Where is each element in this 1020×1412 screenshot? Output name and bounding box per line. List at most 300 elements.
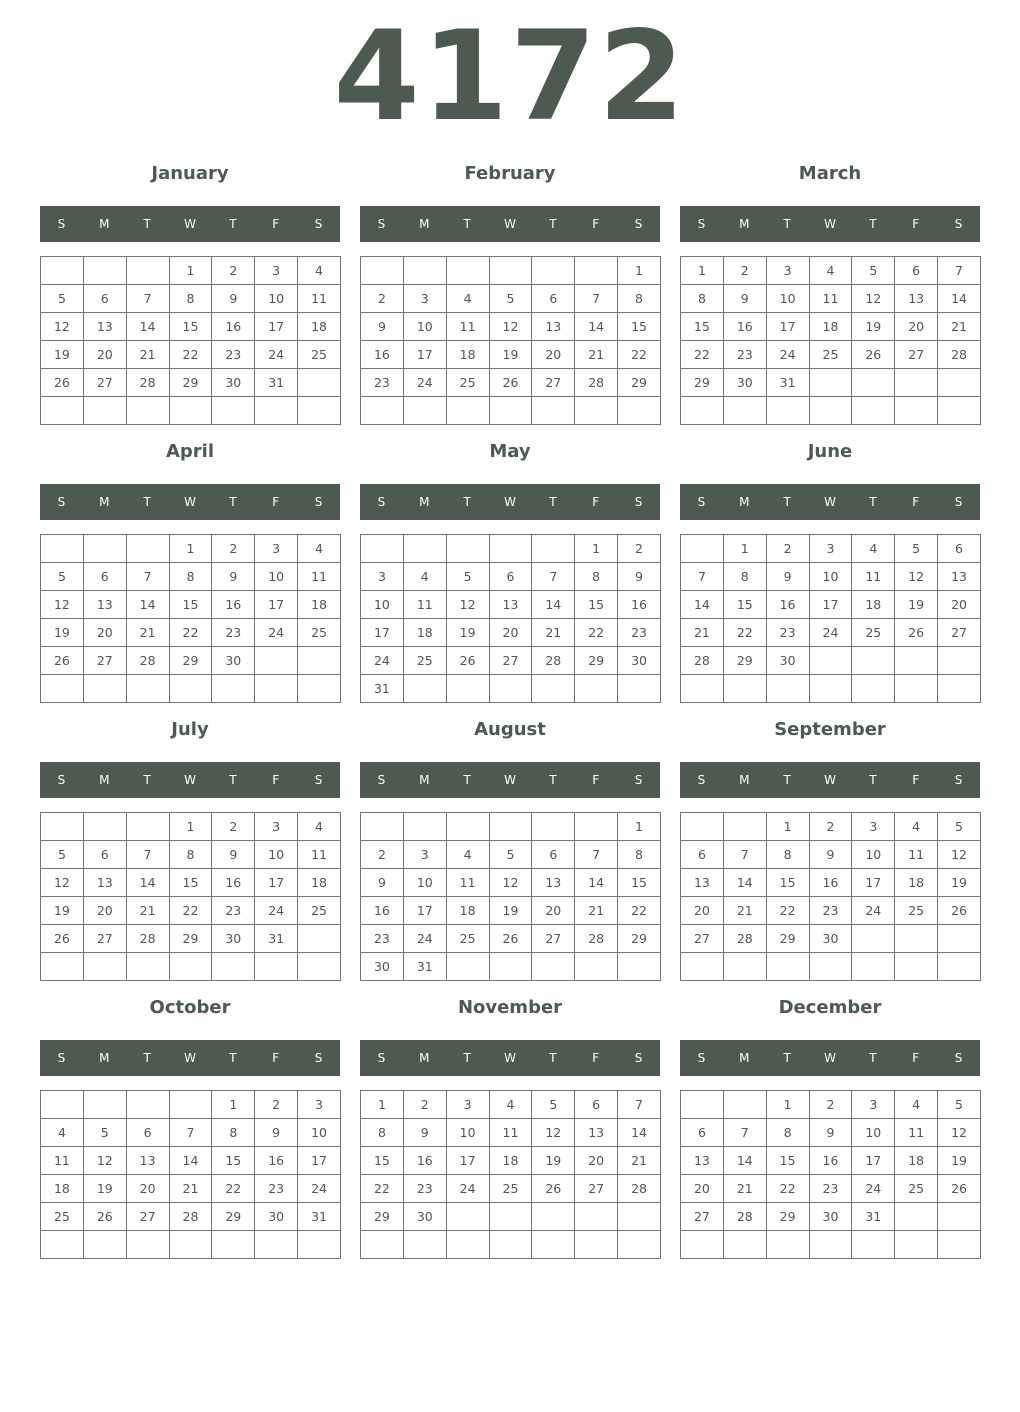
day-cell: 14 [618,1119,661,1147]
day-cell: 29 [618,369,661,397]
day-cell: 16 [361,341,404,369]
weekday-label: W [824,495,836,509]
day-cell: 15 [212,1147,255,1175]
weekday-label: T [869,217,877,231]
day-cell: 7 [575,285,618,313]
day-cell: 17 [852,869,895,897]
day-cell: 5 [41,841,84,869]
day-cell [809,647,852,675]
day-cell [618,1203,661,1231]
day-cell [895,397,938,425]
day-cell: 14 [532,591,575,619]
weekday-label: S [697,217,706,231]
weekday-label: M [419,1051,430,1065]
day-cell: 11 [41,1147,84,1175]
day-cell: 21 [126,619,169,647]
week-row [681,285,981,313]
day-cell: 19 [938,1147,981,1175]
day-cell: 13 [575,1119,618,1147]
day-cell [895,1231,938,1259]
day-cell [446,535,489,563]
day-cell: 5 [489,285,532,313]
day-cell: 19 [895,591,938,619]
day-cell: 12 [532,1119,575,1147]
day-cell: 11 [298,841,341,869]
day-grid [40,534,341,703]
day-cell: 20 [681,1175,724,1203]
day-cell: 14 [126,313,169,341]
day-cell: 31 [852,1203,895,1231]
week-row [41,675,341,703]
day-cell [938,1231,981,1259]
day-cell: 12 [489,313,532,341]
day-cell: 3 [403,841,446,869]
day-cell: 28 [169,1203,212,1231]
day-cell: 14 [575,869,618,897]
day-cell: 26 [938,897,981,925]
weekday-label: W [504,1051,516,1065]
day-cell: 23 [403,1175,446,1203]
day-cell [809,953,852,981]
day-cell: 30 [212,369,255,397]
week-row [41,897,341,925]
day-cell: 20 [681,897,724,925]
day-cell: 18 [895,869,938,897]
week-row [41,619,341,647]
day-cell [618,953,661,981]
day-cell: 5 [938,1091,981,1119]
day-cell: 13 [126,1147,169,1175]
day-cell: 3 [403,285,446,313]
day-cell: 21 [681,619,724,647]
day-cell [361,813,404,841]
day-cell: 6 [938,535,981,563]
day-cell: 3 [255,535,298,563]
week-row [681,675,981,703]
day-cell [126,397,169,425]
day-cell [489,1231,532,1259]
week-row [681,1119,981,1147]
day-cell: 21 [618,1147,661,1175]
day-cell: 5 [446,563,489,591]
week-row [361,257,661,285]
year-title: 4172 [333,5,687,149]
day-cell: 25 [446,925,489,953]
day-cell: 6 [489,563,532,591]
day-cell [83,1231,126,1259]
day-cell: 26 [852,341,895,369]
weekday-label: M [99,1051,110,1065]
day-cell: 8 [169,563,212,591]
day-cell: 7 [723,1119,766,1147]
day-cell: 12 [489,869,532,897]
day-cell: 9 [723,285,766,313]
day-cell: 27 [681,1203,724,1231]
day-cell: 23 [809,1175,852,1203]
day-cell [895,925,938,953]
day-cell: 24 [852,1175,895,1203]
day-cell: 24 [446,1175,489,1203]
weekday-header [360,1040,660,1076]
week-row [361,341,661,369]
weekday-header [680,484,980,520]
day-cell: 28 [938,341,981,369]
day-cell [681,1231,724,1259]
day-cell [575,397,618,425]
weekday-label: M [419,495,430,509]
day-cell [298,953,341,981]
day-cell: 30 [809,1203,852,1231]
week-row [681,563,981,591]
day-cell: 16 [361,897,404,925]
day-cell: 11 [852,563,895,591]
day-cell: 29 [212,1203,255,1231]
week-row [361,1203,661,1231]
day-cell: 15 [169,591,212,619]
day-cell: 11 [489,1119,532,1147]
day-cell [489,953,532,981]
day-cell: 25 [403,647,446,675]
day-cell: 26 [446,647,489,675]
day-cell: 29 [766,1203,809,1231]
day-cell: 20 [532,897,575,925]
day-cell [723,1231,766,1259]
day-cell: 27 [681,925,724,953]
day-cell [938,369,981,397]
day-cell: 14 [126,869,169,897]
day-cell [298,369,341,397]
month-name: December [778,997,882,1018]
day-cell [298,647,341,675]
day-cell: 19 [41,341,84,369]
weekday-header [680,762,980,798]
day-grid [680,534,981,703]
day-cell [83,257,126,285]
day-cell: 3 [255,257,298,285]
day-cell: 21 [575,341,618,369]
day-cell: 11 [895,1119,938,1147]
day-cell [723,953,766,981]
day-cell: 6 [83,563,126,591]
week-row [41,1119,341,1147]
day-cell: 2 [809,813,852,841]
day-cell: 9 [361,869,404,897]
day-cell: 24 [255,619,298,647]
day-cell: 29 [169,925,212,953]
weekday-label: T [783,1051,791,1065]
day-cell: 16 [255,1147,298,1175]
week-row [41,1175,341,1203]
day-grid [680,812,981,981]
day-cell: 7 [169,1119,212,1147]
day-cell: 30 [361,953,404,981]
week-row [681,647,981,675]
week-row [41,869,341,897]
day-cell: 1 [169,257,212,285]
day-cell: 25 [446,369,489,397]
day-cell [169,675,212,703]
day-cell: 26 [938,1175,981,1203]
day-cell: 26 [41,925,84,953]
weekday-label: T [143,217,151,231]
day-cell: 1 [361,1091,404,1119]
day-cell: 26 [41,369,84,397]
day-cell: 31 [766,369,809,397]
weekday-label: S [57,1051,66,1065]
weekday-label: F [592,495,600,509]
month-name: October [149,997,231,1018]
weekday-label: M [419,773,430,787]
day-cell [766,675,809,703]
day-cell: 10 [298,1119,341,1147]
day-cell [938,1203,981,1231]
weekday-label: S [314,495,323,509]
weekday-label: W [504,773,516,787]
day-cell [575,953,618,981]
week-row [361,285,661,313]
day-cell: 29 [575,647,618,675]
day-cell: 27 [126,1203,169,1231]
day-cell: 30 [403,1203,446,1231]
week-row [681,925,981,953]
day-cell [446,675,489,703]
day-cell: 4 [298,257,341,285]
day-cell: 17 [766,313,809,341]
day-cell: 8 [361,1119,404,1147]
day-cell: 22 [723,619,766,647]
day-cell: 10 [255,841,298,869]
weekday-label: M [99,217,110,231]
day-cell: 4 [895,1091,938,1119]
day-cell: 22 [766,897,809,925]
day-cell: 1 [575,535,618,563]
weekday-label: S [634,217,643,231]
day-cell: 18 [489,1147,532,1175]
day-cell: 3 [766,257,809,285]
day-cell [298,1231,341,1259]
day-cell: 17 [255,591,298,619]
week-row [361,925,661,953]
day-cell: 20 [489,619,532,647]
day-cell [852,397,895,425]
week-row [681,1147,981,1175]
day-cell: 30 [212,925,255,953]
day-cell: 9 [255,1119,298,1147]
day-cell: 20 [575,1147,618,1175]
day-cell: 19 [41,619,84,647]
weekday-label: F [272,773,280,787]
day-cell [446,257,489,285]
day-cell: 7 [723,841,766,869]
day-cell: 6 [895,257,938,285]
day-cell: 20 [83,341,126,369]
day-cell: 29 [361,1203,404,1231]
week-row [41,285,341,313]
day-cell: 31 [255,925,298,953]
day-cell: 24 [361,647,404,675]
day-cell: 21 [126,897,169,925]
weekday-label: S [954,495,963,509]
weekday-label: F [272,217,280,231]
day-cell [255,1231,298,1259]
day-grid [360,256,661,425]
weekday-label: S [697,1051,706,1065]
day-cell: 17 [255,869,298,897]
day-grid [360,534,661,703]
day-cell: 1 [766,1091,809,1119]
day-cell: 24 [852,897,895,925]
day-cell: 22 [169,897,212,925]
day-cell [169,1231,212,1259]
week-row [361,1147,661,1175]
day-cell: 6 [83,285,126,313]
day-cell: 27 [83,647,126,675]
day-cell: 19 [852,313,895,341]
day-cell: 23 [361,369,404,397]
day-cell: 6 [532,285,575,313]
day-cell: 22 [361,1175,404,1203]
day-cell: 24 [403,369,446,397]
day-cell: 2 [212,813,255,841]
week-row [361,619,661,647]
day-cell: 19 [41,897,84,925]
week-row [681,397,981,425]
day-cell: 20 [83,619,126,647]
weekday-label: F [912,495,920,509]
day-cell [361,1231,404,1259]
day-cell: 17 [361,619,404,647]
day-cell: 17 [298,1147,341,1175]
weekday-label: S [57,217,66,231]
day-cell [446,397,489,425]
week-row [681,535,981,563]
week-row [41,647,341,675]
day-cell: 11 [298,285,341,313]
day-cell: 11 [298,563,341,591]
day-cell [83,675,126,703]
day-cell: 5 [852,257,895,285]
day-cell: 23 [766,619,809,647]
day-cell: 2 [212,257,255,285]
day-cell [169,953,212,981]
day-cell: 7 [126,285,169,313]
day-cell: 14 [169,1147,212,1175]
day-cell: 8 [212,1119,255,1147]
day-cell: 24 [809,619,852,647]
day-cell [169,397,212,425]
day-cell: 7 [126,563,169,591]
day-cell [532,535,575,563]
day-cell: 10 [766,285,809,313]
day-cell [895,1203,938,1231]
day-cell: 27 [532,369,575,397]
day-cell [126,535,169,563]
day-cell [212,1231,255,1259]
day-cell [723,1091,766,1119]
day-cell: 9 [212,841,255,869]
day-cell: 3 [298,1091,341,1119]
day-grid [40,256,341,425]
weekday-label: T [463,1051,471,1065]
day-cell: 25 [298,341,341,369]
day-cell: 2 [403,1091,446,1119]
weekday-label: T [463,217,471,231]
day-cell [852,369,895,397]
weekday-label: S [954,1051,963,1065]
weekday-label: M [99,773,110,787]
day-cell: 4 [298,813,341,841]
week-row [681,897,981,925]
day-cell [938,925,981,953]
day-cell [575,813,618,841]
day-cell: 30 [255,1203,298,1231]
day-cell [83,397,126,425]
day-cell [532,1231,575,1259]
week-row [361,1175,661,1203]
weekday-label: T [783,217,791,231]
day-cell [852,925,895,953]
day-cell: 23 [212,897,255,925]
day-cell [723,397,766,425]
day-cell: 25 [852,619,895,647]
day-cell: 17 [446,1147,489,1175]
week-row [41,591,341,619]
day-cell: 2 [361,285,404,313]
day-cell: 14 [681,591,724,619]
day-cell: 26 [489,369,532,397]
week-row [361,953,661,981]
day-cell [169,1091,212,1119]
weekday-label: M [739,773,750,787]
day-cell: 4 [489,1091,532,1119]
day-cell: 1 [618,257,661,285]
day-cell: 2 [255,1091,298,1119]
day-cell: 23 [723,341,766,369]
weekday-label: T [549,773,557,787]
day-cell [126,257,169,285]
day-cell [212,675,255,703]
day-cell: 12 [938,841,981,869]
weekday-header [40,484,340,520]
weekday-label: S [314,773,323,787]
day-cell: 16 [809,869,852,897]
day-cell [895,369,938,397]
day-cell: 28 [618,1175,661,1203]
day-cell: 28 [575,369,618,397]
day-cell: 1 [618,813,661,841]
day-cell: 9 [212,285,255,313]
day-cell: 16 [809,1147,852,1175]
day-cell: 5 [895,535,938,563]
weekday-label: W [824,217,836,231]
day-cell: 1 [212,1091,255,1119]
day-cell: 12 [83,1147,126,1175]
weekday-label: F [912,217,920,231]
day-cell: 31 [255,369,298,397]
day-cell [126,1091,169,1119]
day-cell: 8 [169,285,212,313]
day-cell: 4 [403,563,446,591]
day-cell: 14 [126,591,169,619]
day-cell: 23 [618,619,661,647]
day-cell [766,1231,809,1259]
day-cell: 27 [83,925,126,953]
day-cell: 10 [255,285,298,313]
day-cell [618,1231,661,1259]
day-cell: 11 [446,313,489,341]
day-cell: 27 [938,619,981,647]
day-cell: 18 [41,1175,84,1203]
